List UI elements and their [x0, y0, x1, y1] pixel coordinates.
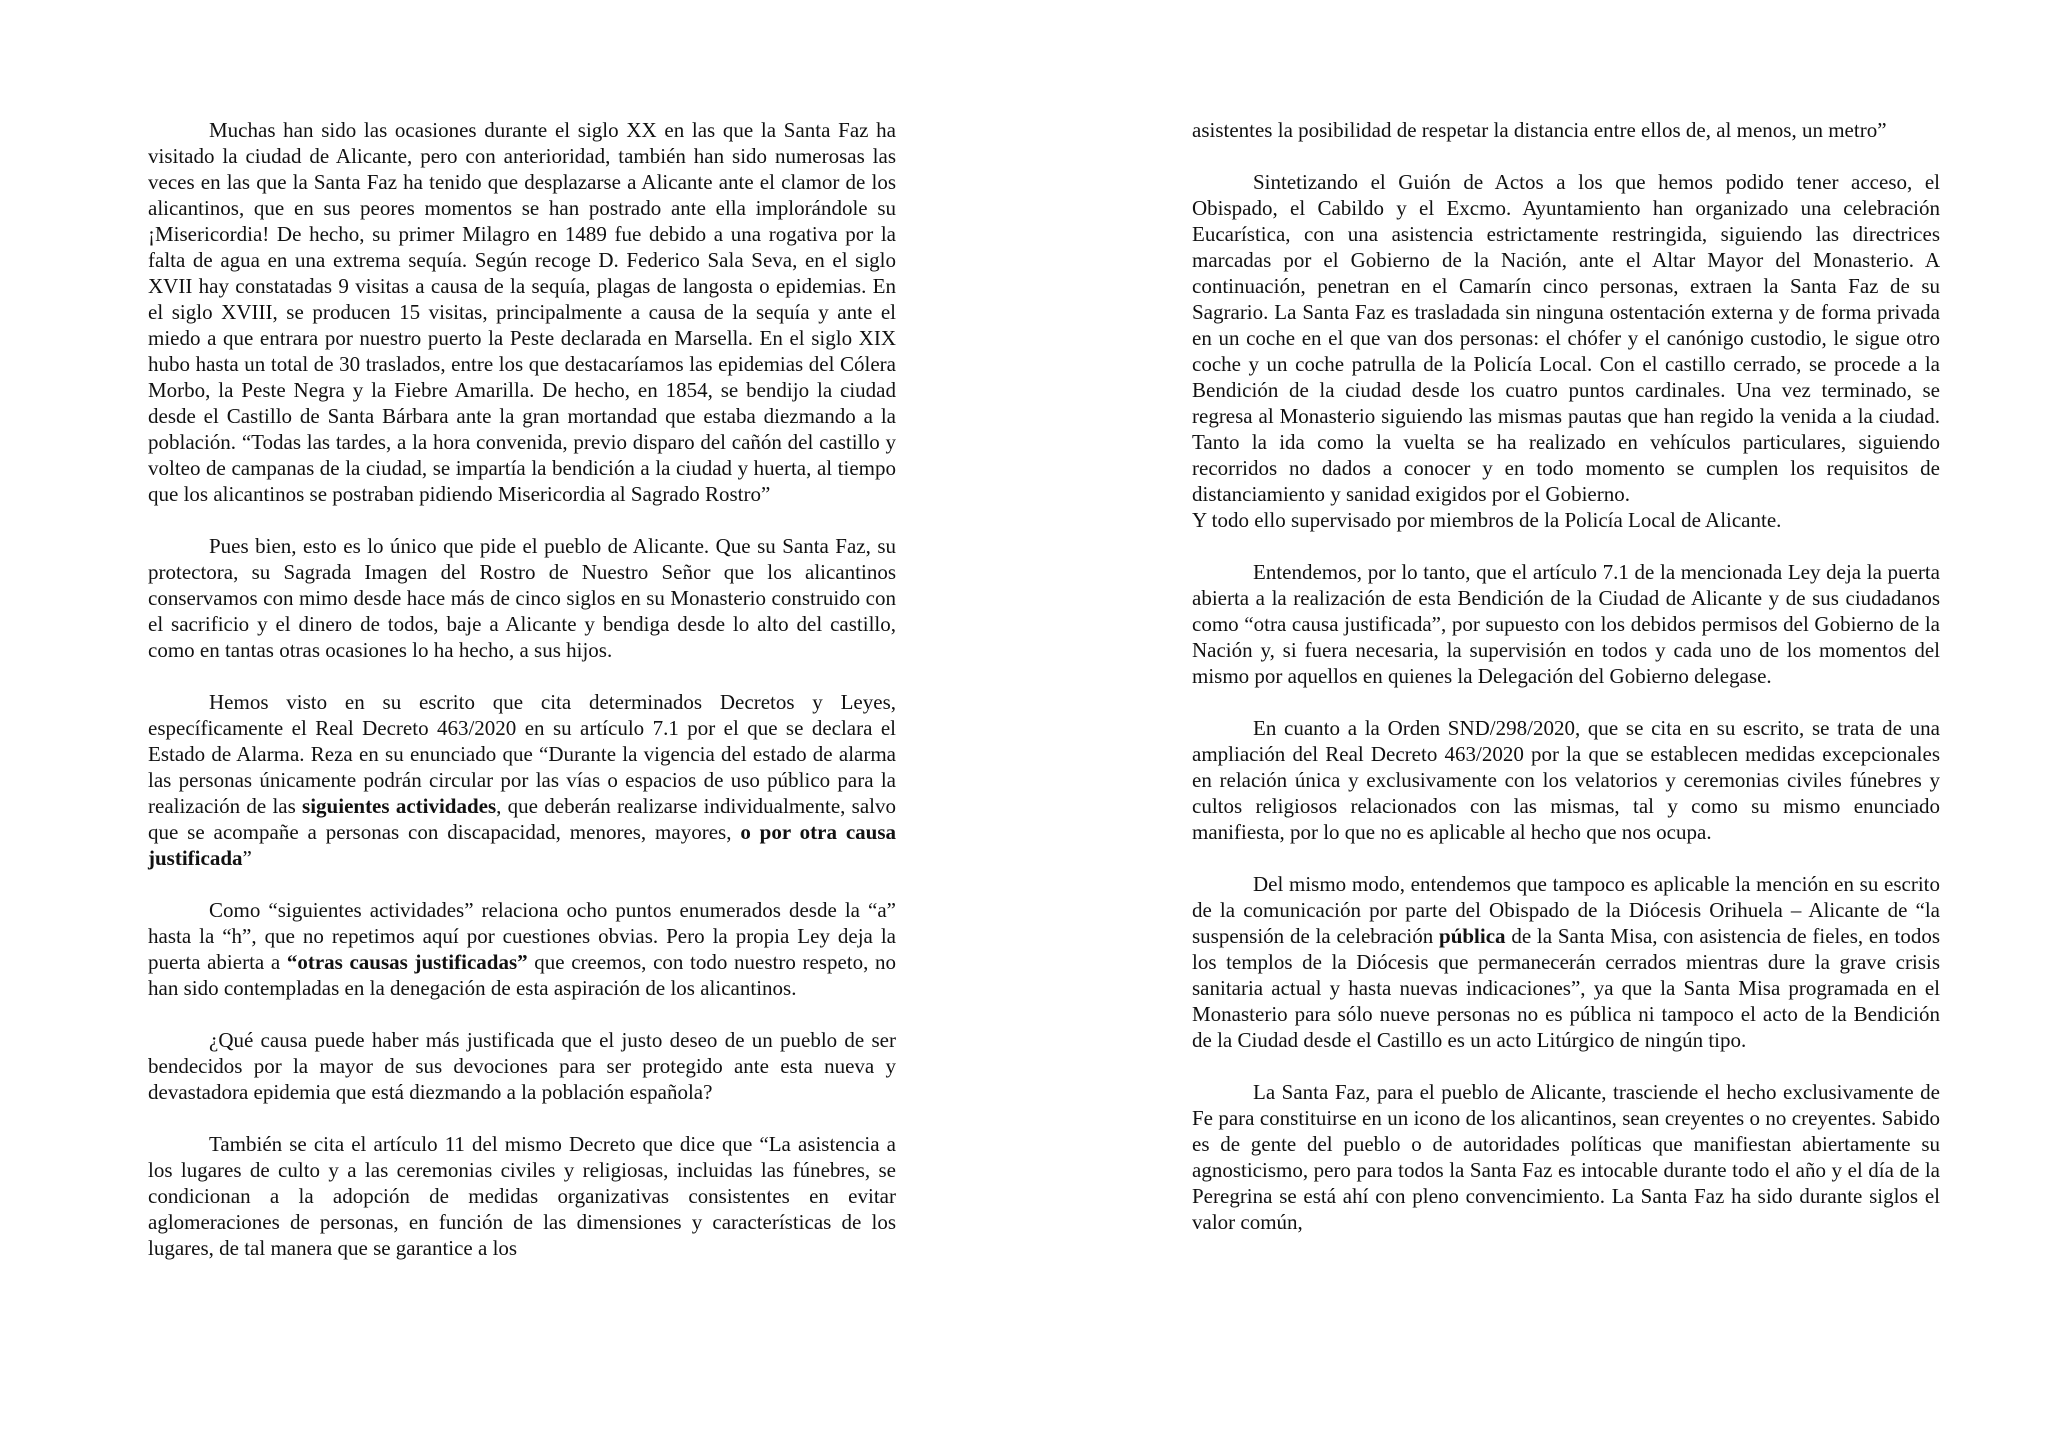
paragraph [148, 1027, 896, 1105]
paragraph [1192, 169, 1940, 507]
text-span: La Santa Faz, para el pueblo de Alicante, trasciende el hecho exclusivamente de Fe para constituirse en un icono de los alicantinos, sean creyentes o no creyentes. Sabido es de gente del pueblo o de autoridades políticas que manifiestan abiertamente su agnosticismo, pero para todos la Santa Faz es intocable durante todo el año y el día de la Peregrina se está ahí con pleno convencimiento. La Santa Faz ha sido durante siglos el valor común, [1192, 1080, 1940, 1234]
paragraph [1192, 1079, 1940, 1235]
paragraph [148, 117, 896, 507]
right-page-column [1192, 117, 1940, 1235]
paragraph [148, 689, 896, 871]
paragraph [1192, 117, 1940, 143]
paragraph [1192, 559, 1940, 689]
text-span: También se cita el artículo 11 del mismo Decreto que dice que “La asistencia a los lugares de culto y a las ceremonias civiles y religiosas, incluidas las fúnebres, se condicionan a la adopción de medidas organizativas consistentes en evitar aglomeraciones de personas, en función de las dimensiones y características de los lugares, de tal manera que se garantice a los [148, 1132, 896, 1260]
text-span: , que deberán realizarse individualmente, salvo que se acompañe a personas con discapacidad, menores, mayores, [148, 794, 896, 844]
text-span: de la Santa Misa, con asistencia de fieles, en todos los templos de la Diócesis que permanecerán cerrados mientras dure la grave crisis sanitaria actual y hasta nuevas indicaciones”, ya que la Santa Misa programada en el Monasterio para sólo nueve personas no es pública ni tampoco el acto de la Bendición de la Ciudad desde el Castillo es un acto Litúrgico de ningún tipo. [1192, 924, 1940, 1052]
text-span: Muchas han sido las ocasiones durante el siglo XX en las que la Santa Faz ha visitado la ciudad de Alicante, pero con anterioridad, también han sido numerosas las veces en las que la Santa Faz ha tenido que desplazarse a Alicante ante el clamor de los alicantinos, que en sus peores momentos se han postrado ante ella implorándole su ¡Misericordia! De hecho, su primer Milagro en 1489 fue debido a una rogativa por la falta de agua en una extrema sequía. Según recoge D. Federico Sala Seva, en el siglo XVII hay constatadas 9 visitas a causa de la sequía, plagas de langosta o epidemias. En el siglo XVIII, se producen 15 visitas, principalmente a causa de la sequía y ante el miedo a que entrara por nuestro puerto la Peste declarada en Marsella. En el siglo XIX hubo hasta un total de 30 traslados, entre los que destacaríamos las epidemias del Cólera Morbo, la Peste Negra y la Fiebre Amarilla. De hecho, en 1854, se bendijo la ciudad desde el Castillo de Santa Bárbara ante la gran mortandad que estaba diezmando a la población. “Todas las tardes, a la hora convenida, previo disparo del cañón del castillo y volteo de campanas de la ciudad, se impartía la bendición a la ciudad y huerta, al tiempo que los alicantinos se postraban pidiendo Misericordia al Sagrado Rostro” [148, 118, 896, 506]
bold-text-span: o por otra causa justificada [148, 820, 897, 870]
text-span: Y todo ello supervisado por miembros de la Policía Local de Alicante. [1192, 508, 1782, 532]
text-span: Del mismo modo, entendemos que tampoco es aplicable la mención en su escrito de la comunicación por parte del Obispado de la Diócesis Orihuela – Alicante de “la suspensión de la celebración [1192, 872, 1940, 948]
text-span: Sintetizando el Guión de Actos a los que hemos podido tener acceso, el Obispado, el Cabildo y el Excmo. Ayuntamiento han organizado una celebración Eucarística, con una asistencia estrictamente restringida, siguiendo las directrices marcadas por el Gobierno de la Nación, ante el Altar Mayor del Monasterio. A continuación, penetran en el Camarín cinco personas, extraen la Santa Faz de su Sagrario. La Santa Faz es trasladada sin ninguna ostentación externa y de forma privada en un coche en el que van dos personas: el chófer y el canónigo custodio, le sigue otro coche y un coche patrulla de la Policía Local. Con el castillo cerrado, se procede a la Bendición de la ciudad desde los cuatro puntos cardinales. Una vez terminado, se regresa al Monasterio siguiendo las mismas pautas que han regido la venida a la ciudad. Tanto la ida como la vuelta se ha realizado en vehículos particulares, siguiendo recorridos no dados a conocer y en todo momento se cumplen los requisitos de distanciamiento y sanidad exigidos por el Gobierno. [1192, 170, 1940, 506]
text-span: ¿Qué causa puede haber más justificada que el justo deseo de un pueblo de ser bendecidos por la mayor de sus devociones para ser protegido ante esta nueva y devastadora epidemia que está diezmando a la población española? [148, 1028, 896, 1104]
paragraph [148, 533, 896, 663]
paragraph [1192, 507, 1940, 533]
paragraph [148, 1131, 896, 1261]
text-span: Hemos visto en su escrito que cita determinados Decretos y Leyes, específicamente el Real Decreto 463/2020 en su artículo 7.1 por el que se declara el Estado de Alarma. Reza en su enunciado que “Durante la vigencia del estado de alarma las personas únicamente podrán circular por las vías o espacios de uso público para la realización de las [148, 690, 896, 818]
text-span: Entendemos, por lo tanto, que el artículo 7.1 de la mencionada Ley deja la puerta abierta a la realización de esta Bendición de la Ciudad de Alicante y de sus ciudadanos como “otra causa justificada”, por supuesto con los debidos permisos del Gobierno de la Nación y, si fuera necesaria, la supervisión en todos y cada uno de los momentos del mismo por aquellos en quienes la Delegación del Gobierno delegase. [1192, 560, 1940, 688]
text-span: Como “siguientes actividades” relaciona ocho puntos enumerados desde la “a” hasta la “h”, que no repetimos aquí por cuestiones obvias. Pero la propia Ley deja la puerta abierta a [148, 898, 896, 974]
text-span: asistentes la posibilidad de respetar la distancia entre ellos de, al menos, un metro” [1192, 118, 1887, 142]
paragraph [1192, 715, 1940, 845]
text-span: Pues bien, esto es lo único que pide el pueblo de Alicante. Que su Santa Faz, su protectora, su Sagrada Imagen del Rostro de Nuestro Señor que los alicantinos conservamos con mimo desde hace más de cinco siglos en su Monasterio construido con el sacrificio y el dinero de todos, baje a Alicante y bendiga desde lo alto del castillo, como en tantas otras ocasiones lo ha hecho, a sus hijos. [148, 534, 896, 662]
text-span: ” [242, 846, 252, 870]
bold-text-span: pública [1439, 924, 1506, 948]
bold-text-span: “otras causas justificadas” [286, 950, 528, 974]
paragraph [1192, 871, 1940, 1053]
bold-text-span: siguientes actividades [302, 794, 497, 818]
text-span: En cuanto a la Orden SND/298/2020, que se cita en su escrito, se trata de una ampliación del Real Decreto 463/2020 por la que se establecen medidas excepcionales en relación única y exclusivamente con los velatorios y ceremonias civiles fúnebres y cultos religiosos relacionados con las mismas, tal y como su mismo enunciado manifiesta, por lo que no es aplicable al hecho que nos ocupa. [1192, 716, 1940, 844]
paragraph [148, 897, 896, 1001]
left-page-column [148, 117, 896, 1261]
text-span: que creemos, con todo nuestro respeto, no han sido contempladas en la denegación de esta aspiración de los alicantinos. [148, 950, 896, 1000]
